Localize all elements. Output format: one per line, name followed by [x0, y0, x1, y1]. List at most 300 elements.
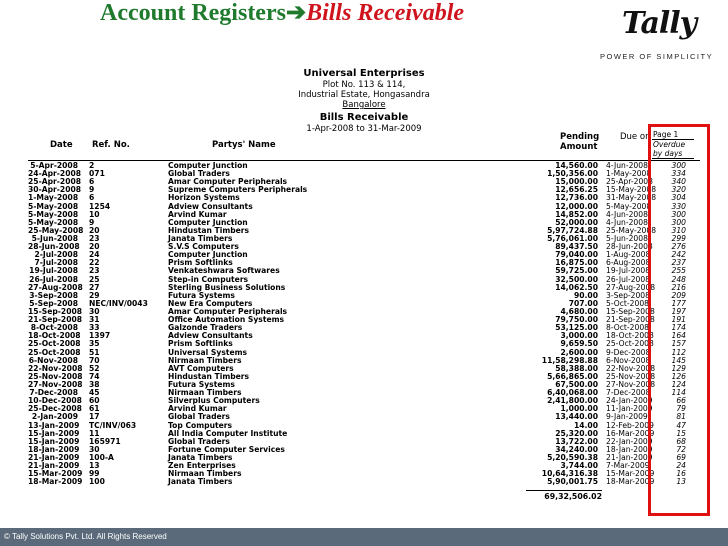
cell-due: 21-Jan-2009	[606, 452, 653, 462]
cell-date: 28-Jun-2008	[28, 242, 80, 252]
table-row	[28, 162, 700, 170]
cell-ref: 165971	[89, 436, 121, 446]
total-rule	[526, 490, 602, 491]
cell-party: Zen Enterprises	[168, 461, 236, 471]
cell-due: 8-Oct-2008	[606, 323, 649, 333]
table-row	[28, 340, 700, 348]
cell-overdue: 174	[671, 323, 686, 333]
cell-party: Futura Systems	[168, 290, 235, 300]
cell-amount: 34,240.00	[555, 444, 598, 454]
cell-party: Amar Computer Peripherals	[168, 306, 288, 316]
table-row	[28, 389, 700, 397]
cell-amount: 707.00	[568, 298, 598, 308]
cell-date: 5-May-2008	[28, 217, 79, 227]
cell-overdue: 24	[676, 461, 686, 471]
address-line-1: Plot No. 113 & 114,	[322, 80, 406, 90]
cell-date: 15-Sep-2008	[28, 306, 83, 316]
overdue-highlight-box	[648, 124, 710, 516]
cell-party: Janata Timbers	[168, 477, 233, 487]
cell-overdue: 124	[671, 379, 686, 389]
table-row	[28, 243, 700, 251]
cell-due: 26-Jul-2008	[606, 274, 651, 284]
cell-overdue: 191	[671, 315, 686, 325]
cell-due: 16-Mar-2009	[606, 428, 655, 438]
cell-ref: 30	[89, 306, 100, 316]
cell-party: New Era Computers	[168, 298, 253, 308]
cell-amount: 90.00	[573, 290, 598, 300]
cell-date: 22-Nov-2008	[28, 363, 83, 373]
cell-ref: 1397	[89, 331, 111, 341]
cell-amount: 59,725.00	[555, 266, 598, 276]
table-row	[28, 308, 700, 316]
cell-ref: 22	[89, 258, 100, 268]
cell-ref: 52	[89, 363, 100, 373]
cell-due: 7-Dec-2008	[606, 388, 651, 398]
cell-due: 22-Nov-2008	[606, 363, 656, 373]
cell-amount: 79,040.00	[555, 250, 598, 260]
cell-ref: 31	[89, 315, 100, 325]
cell-party: Nirmaan Timbers	[168, 355, 242, 365]
cell-party: Universal Systems	[168, 347, 248, 357]
table-row	[28, 357, 700, 365]
cell-date: 25-Nov-2008	[28, 371, 83, 381]
cell-amount: 2,600.00	[560, 347, 598, 357]
cell-due: 18-Jan-2009	[606, 444, 653, 454]
table-row	[28, 381, 700, 389]
cell-ref: 35	[89, 339, 100, 349]
table-row	[28, 470, 700, 478]
cell-party: Sterling Business Solutions	[168, 282, 286, 292]
cell-due: 6-Aug-2008	[606, 258, 651, 268]
cell-party: Janata Timbers	[168, 452, 233, 462]
cell-date: 5-Jun-2008	[31, 233, 78, 243]
table-row	[28, 349, 700, 357]
table-row	[28, 462, 700, 470]
cell-party: Amar Computer Peripherals	[168, 177, 288, 187]
cell-overdue: 216	[671, 282, 686, 292]
cell-overdue: 126	[671, 371, 686, 381]
cell-due: 4-Jun-2008	[606, 217, 648, 227]
cell-due: 3-Sep-2008	[606, 290, 650, 300]
table-row	[28, 365, 700, 373]
overdue-sub: by days	[653, 149, 683, 158]
cell-amount: 14,062.50	[555, 282, 598, 292]
cell-ref: 29	[89, 290, 100, 300]
cell-due: 15-Mar-2009	[606, 469, 655, 479]
cell-party: Global Traders	[168, 436, 230, 446]
bills-receivable-report	[28, 68, 700, 501]
cell-due: 22-Jan-2009	[606, 436, 653, 446]
cell-overdue: 79	[676, 404, 686, 414]
cell-party: Adview Consultants	[168, 331, 253, 341]
cell-date: 1-May-2008	[28, 193, 79, 203]
cell-ref: 17	[89, 412, 100, 422]
cell-due: 27-Nov-2008	[606, 379, 656, 389]
cell-ref: 20	[89, 225, 100, 235]
table-row	[28, 194, 700, 202]
cell-amount: 2,41,800.00	[547, 396, 598, 406]
bills-table	[28, 161, 700, 501]
cell-ref: 10	[89, 209, 100, 219]
cell-ref: 74	[89, 371, 100, 381]
cell-party: Supreme Computers Peripherals	[168, 185, 308, 195]
cell-overdue: 237	[671, 258, 686, 268]
cell-amount: 5,76,061.00	[547, 233, 598, 243]
cell-overdue: 81	[676, 412, 686, 422]
cell-party: Nirmaan Timbers	[168, 469, 242, 479]
cell-date: 2-Jan-2009	[31, 412, 78, 422]
cell-overdue: 114	[671, 388, 686, 398]
logo-word: Tally	[622, 6, 697, 41]
table-row	[28, 446, 700, 454]
table-row	[28, 316, 700, 324]
report-header	[28, 68, 700, 134]
cell-amount: 5,90,001.75	[547, 477, 598, 487]
logo-tagline: POWER OF SIMPLICITY	[600, 52, 714, 61]
table-row	[28, 259, 700, 267]
cell-date: 15-Jan-2009	[28, 436, 80, 446]
cell-amount: 32,500.00	[555, 274, 598, 284]
cell-overdue: 209	[671, 290, 686, 300]
table-row	[28, 203, 700, 211]
cell-date: 3-Sep-2008	[29, 290, 78, 300]
cell-amount: 13,440.00	[555, 412, 598, 422]
cell-date: 27-Nov-2008	[28, 379, 83, 389]
cell-party: Computer Junction	[168, 217, 248, 227]
table-row	[28, 430, 700, 438]
cell-due: 18-Oct-2008	[606, 331, 654, 341]
cell-party: Silverplus Computers	[168, 396, 260, 406]
cell-ref: 30	[89, 444, 100, 454]
cell-ref: 100-A	[89, 452, 114, 462]
table-row	[28, 227, 700, 235]
col-due: Due on	[620, 132, 651, 142]
cell-date: 10-Dec-2008	[28, 396, 82, 406]
table-row	[28, 422, 700, 430]
table-row	[28, 332, 700, 340]
heading-main: Account Registers	[100, 0, 286, 26]
cell-ref: 23	[89, 233, 100, 243]
cell-amount: 12,000.00	[555, 201, 598, 211]
cell-amount: 25,320.00	[555, 428, 598, 438]
cell-due: 12-Feb-2009	[606, 420, 654, 430]
cell-ref: 6	[89, 193, 95, 203]
cell-amount: 3,744.00	[560, 461, 598, 471]
slide-heading	[100, 0, 464, 27]
cell-ref: 51	[89, 347, 100, 357]
cell-overdue: 299	[671, 233, 686, 243]
cell-overdue: 72	[676, 444, 686, 454]
cell-date: 25-May-2008	[28, 225, 84, 235]
cell-due: 11-Jan-2009	[606, 404, 653, 414]
cell-party: Step-in Computers	[168, 274, 249, 284]
cell-ref: 61	[89, 404, 100, 414]
cell-date: 19-Jul-2008	[29, 266, 78, 276]
cell-date: 15-Mar-2009	[28, 469, 83, 479]
table-row	[28, 300, 700, 308]
cell-party: Arvind Kumar	[168, 404, 227, 414]
table-row	[28, 284, 700, 292]
cell-due: 6-Nov-2008	[606, 355, 651, 365]
cell-date: 5-Apr-2008	[30, 161, 78, 170]
cell-due: 28-Jun-2008	[606, 242, 653, 252]
cell-date: 25-Oct-2008	[28, 347, 81, 357]
table-row	[28, 186, 700, 194]
cell-date: 7-Dec-2008	[29, 388, 78, 398]
cell-due: 25-Apr-2008	[606, 177, 653, 187]
cell-date: 21-Sep-2008	[28, 315, 83, 325]
table-row	[28, 267, 700, 275]
cell-overdue: 157	[671, 339, 686, 349]
cell-amount: 14.00	[573, 420, 598, 430]
tally-logo	[600, 6, 718, 68]
cell-date: 18-Mar-2009	[28, 477, 83, 487]
cell-due: 7-Mar-2009	[606, 461, 650, 471]
cell-amount: 10,64,316.38	[541, 469, 598, 479]
cell-due: 15-May-2008	[606, 185, 657, 195]
table-row	[28, 178, 700, 186]
cell-party: Top Computers	[168, 420, 233, 430]
table-row	[28, 251, 700, 259]
cell-amount: 79,750.00	[555, 315, 598, 325]
cell-amount: 3,000.00	[560, 331, 598, 341]
cell-date: 18-Oct-2008	[28, 331, 81, 341]
table-row	[28, 170, 700, 178]
cell-ref: 60	[89, 396, 100, 406]
cell-party: Nirmaan Timbers	[168, 388, 242, 398]
cell-date: 15-Jan-2009	[28, 428, 80, 438]
table-row	[28, 219, 700, 227]
cell-overdue: 340	[671, 177, 686, 187]
cell-date: 30-Apr-2008	[28, 185, 82, 195]
table-row	[28, 276, 700, 284]
cell-party: Fortune Computer Services	[168, 444, 285, 454]
cell-amount: 53,125.00	[555, 323, 598, 333]
cell-due: 9-Dec-2008	[606, 347, 651, 357]
cell-overdue: 69	[676, 452, 686, 462]
cell-amount: 14,852.00	[555, 209, 598, 219]
cell-party: Galzonde Traders	[168, 323, 243, 333]
cell-date: 24-Apr-2008	[28, 169, 82, 179]
cell-ref: 24	[89, 250, 100, 260]
cell-overdue: 164	[671, 331, 686, 341]
cell-amount: 4,680.00	[560, 306, 598, 316]
cell-due: 5-Jun-2008	[606, 233, 648, 243]
cell-party: Computer Junction	[168, 250, 248, 260]
col-amount: Amount	[560, 142, 598, 152]
cell-ref: 70	[89, 355, 100, 365]
cell-amount: 1,50,356.00	[547, 169, 598, 179]
grand-total: 69,32,506.02	[544, 491, 602, 501]
cell-overdue: 13	[676, 477, 686, 487]
cell-party: Prism Softlinks	[168, 258, 233, 268]
cell-party: Venkateshwara Softwares	[168, 266, 280, 276]
cell-overdue: 300	[671, 217, 686, 227]
cell-ref: 13	[89, 461, 100, 471]
cell-ref: 33	[89, 323, 100, 333]
cell-due: 21-Sep-2008	[606, 315, 655, 325]
cell-date: 2-Jul-2008	[34, 250, 78, 260]
cell-date: 5-Sep-2008	[29, 298, 78, 308]
cell-amount: 6,40,068.00	[547, 388, 598, 398]
table-row	[28, 438, 700, 446]
cell-ref: 1254	[89, 201, 111, 211]
table-row	[28, 373, 700, 381]
cell-due: 25-May-2008	[606, 225, 657, 235]
address-line-2: Industrial Estate, Hongasandra	[298, 90, 430, 100]
cell-overdue: 248	[671, 274, 686, 284]
cell-ref: TC/INV/063	[89, 420, 137, 430]
cell-overdue: 242	[671, 250, 686, 260]
cell-date: 18-Jan-2009	[28, 444, 80, 454]
cell-amount: 5,20,590.38	[547, 452, 598, 462]
table-row	[28, 324, 700, 332]
cell-date: 25-Apr-2008	[28, 177, 82, 187]
cell-date: 25-Dec-2008	[28, 404, 82, 414]
cell-amount: 12,736.00	[555, 193, 598, 203]
report-period: 1-Apr-2008 to 31-Mar-2009	[306, 124, 422, 134]
cell-overdue: 304	[671, 193, 686, 203]
table-row	[28, 397, 700, 405]
cell-ref: NEC/INV/0043	[89, 298, 148, 308]
cell-date: 21-Jan-2009	[28, 452, 80, 462]
cell-due: 5-May-2008	[606, 201, 652, 211]
cell-overdue: 300	[671, 209, 686, 219]
cell-amount: 15,000.00	[555, 177, 598, 187]
cell-party: Global Traders	[168, 169, 230, 179]
cell-ref: 9	[89, 185, 95, 195]
cell-ref: 2	[89, 161, 95, 170]
col-party: Partys' Name	[212, 140, 276, 150]
col-pending: Pending	[560, 132, 600, 142]
cell-overdue: 15	[676, 428, 686, 438]
cell-amount: 9,659.50	[560, 339, 598, 349]
cell-amount: 52,000.00	[555, 217, 598, 227]
cell-date: 7-Jul-2008	[34, 258, 78, 268]
report-name: Bills Receivable	[319, 112, 409, 123]
cell-due: 24-Jan-2009	[606, 396, 653, 406]
cell-party: Janata Timbers	[168, 233, 233, 243]
cell-overdue: 300	[671, 161, 686, 170]
cell-party: All India Computer Institute	[168, 428, 288, 438]
cell-ref: 25	[89, 274, 100, 284]
cell-ref: 11	[89, 428, 100, 438]
cell-overdue: 334	[671, 169, 686, 179]
company-name: Universal Enterprises	[303, 68, 425, 79]
cell-ref: 100	[89, 477, 105, 487]
cell-party: AVT Computers	[168, 363, 234, 373]
page-number: Page 1	[652, 130, 694, 140]
table-row	[28, 454, 700, 462]
cell-overdue: 320	[671, 185, 686, 195]
cell-ref: 20	[89, 242, 100, 252]
cell-party: Global Traders	[168, 412, 230, 422]
cell-due: 9-Jan-2009	[606, 412, 648, 422]
cell-date: 5-May-2008	[28, 201, 79, 211]
cell-party: Hindustan Timbers	[168, 371, 250, 381]
cell-overdue: 330	[671, 201, 686, 211]
overdue-label: Overdue	[653, 140, 686, 149]
cell-party: Computer Junction	[168, 161, 248, 170]
cell-overdue: 197	[671, 306, 686, 316]
arrow-icon: ➔	[285, 0, 307, 26]
cell-overdue: 255	[671, 266, 686, 276]
cell-ref: 071	[89, 169, 105, 179]
cell-overdue: 16	[676, 469, 686, 479]
cell-due: 25-Nov-2008	[606, 371, 656, 381]
cell-overdue: 276	[671, 242, 686, 252]
cell-due: 31-May-2008	[606, 193, 657, 203]
cell-date: 21-Jan-2009	[28, 461, 80, 471]
cell-ref: 6	[89, 177, 95, 187]
cell-ref: 27	[89, 282, 100, 292]
table-row	[28, 478, 700, 486]
cell-due: 19-Jul-2008	[606, 266, 651, 276]
cell-date: 13-Jan-2009	[28, 420, 80, 430]
cell-amount: 16,875.00	[555, 258, 598, 268]
cell-due: 25-Oct-2008	[606, 339, 654, 349]
cell-amount: 5,66,865.00	[547, 371, 598, 381]
cell-amount: 14,560.00	[555, 161, 598, 170]
cell-date: 25-Oct-2008	[28, 339, 81, 349]
cell-date: 6-Nov-2008	[28, 355, 78, 365]
cell-due: 18-Mar-2009	[606, 477, 655, 487]
table-row	[28, 405, 700, 413]
cell-overdue: 145	[671, 355, 686, 365]
cell-due: 4-Jun-2008	[606, 161, 648, 170]
cell-overdue: 66	[676, 396, 686, 406]
cell-ref: 9	[89, 217, 95, 227]
cell-amount: 12,656.25	[555, 185, 598, 195]
cell-ref: 99	[89, 469, 100, 479]
cell-ref: 23	[89, 266, 100, 276]
cell-amount: 13,722.00	[555, 436, 598, 446]
cell-due: 5-Oct-2008	[606, 298, 649, 308]
cell-party: S.V.S Computers	[168, 242, 239, 252]
cell-date: 26-Jul-2008	[29, 274, 78, 284]
cell-party: Adview Consultants	[168, 201, 253, 211]
cell-amount: 11,58,298.88	[541, 355, 598, 365]
cell-amount: 5,97,724.88	[547, 225, 598, 235]
heading-sub: Bills Receivable	[306, 0, 465, 26]
cell-party: Office Automation Systems	[168, 315, 285, 325]
table-row	[28, 211, 700, 219]
cell-party: Arvind Kumar	[168, 209, 227, 219]
cell-party: Prism Softlinks	[168, 339, 233, 349]
cell-overdue: 112	[671, 347, 686, 357]
cell-overdue: 310	[671, 225, 686, 235]
cell-ref: 45	[89, 388, 100, 398]
cell-overdue: 68	[676, 436, 686, 446]
cell-ref: 38	[89, 379, 100, 389]
cell-party: Hindustan Timbers	[168, 225, 250, 235]
col-date: Date	[50, 140, 73, 150]
footer: © Tally Solutions Pvt. Ltd. All Rights Reserved	[0, 528, 728, 546]
cell-party: Horizon Systems	[168, 193, 240, 203]
cell-amount: 58,388.00	[555, 363, 598, 373]
cell-party: Futura Systems	[168, 379, 235, 389]
address-city: Bangalore	[342, 100, 386, 110]
cell-overdue: 177	[671, 298, 686, 308]
cell-due: 4-Jun-2008	[606, 209, 648, 219]
cell-amount: 67,500.00	[555, 379, 598, 389]
cell-overdue: 129	[671, 363, 686, 373]
cell-amount: 1,000.00	[560, 404, 598, 414]
col-ref: Ref. No.	[92, 140, 130, 150]
cell-due: 1-May-2008	[606, 169, 652, 179]
cell-due: 1-Aug-2008	[606, 250, 651, 260]
cell-date: 8-Oct-2008	[30, 323, 78, 333]
